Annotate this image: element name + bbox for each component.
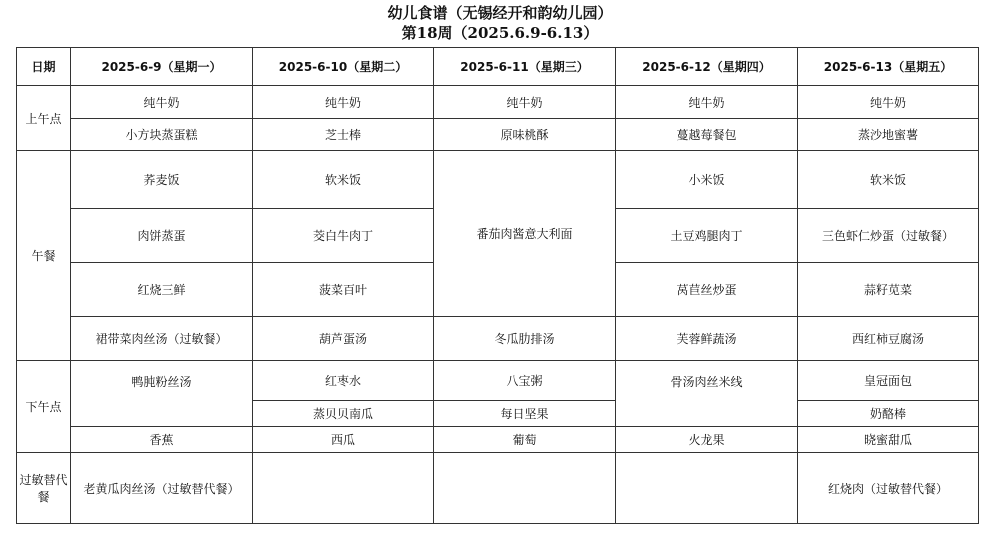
header-row: [17, 48, 979, 86]
page-subtitle: 第18周（2025.6.9-6.13）: [401, 24, 599, 42]
menu-cell: 蒸贝贝南瓜: [253, 401, 434, 427]
menu-cell: 小米饭: [616, 151, 798, 209]
allergy-row: [17, 453, 979, 524]
menu-cell: 鸭肫粉丝汤: [71, 361, 253, 427]
menu-cell: 原味桃酥: [434, 119, 616, 151]
menu-cell: 土豆鸡腿肉丁: [616, 209, 798, 263]
menu-cell: 蒜籽苋菜: [798, 263, 979, 317]
menu-cell: 荞麦饭: [71, 151, 253, 209]
menu-cell: 芝士棒: [253, 119, 434, 151]
lunch-label: 午餐: [17, 151, 71, 361]
menu-cell-empty: [616, 453, 798, 524]
day-header-fri: 2025-6-13（星期五）: [798, 48, 979, 86]
menu-table: [16, 47, 979, 524]
menu-cell: 纯牛奶: [616, 86, 798, 119]
menu-cell: 软米饭: [253, 151, 434, 209]
morning-row-2: [17, 119, 979, 151]
menu-cell: 皇冠面包: [798, 361, 979, 401]
menu-cell: 番茄肉酱意大利面: [434, 151, 616, 317]
day-header-mon: 2025-6-9（星期一）: [71, 48, 253, 86]
menu-cell: 西红柿豆腐汤: [798, 317, 979, 361]
menu-cell: 奶酪棒: [798, 401, 979, 427]
lunch-row-1: [17, 151, 979, 209]
menu-cell: 红烧三鲜: [71, 263, 253, 317]
menu-cell: 蔓越莓餐包: [616, 119, 798, 151]
menu-cell: 三色虾仁炒蛋（过敏餐）: [798, 209, 979, 263]
menu-cell: 西瓜: [253, 427, 434, 453]
menu-cell: 纯牛奶: [434, 86, 616, 119]
afternoon-row-3: [17, 427, 979, 453]
day-header-tue: 2025-6-10（星期二）: [253, 48, 434, 86]
menu-cell: 八宝粥: [434, 361, 616, 401]
morning-label: 上午点: [17, 86, 71, 151]
menu-cell: 茭白牛肉丁: [253, 209, 434, 263]
menu-cell: 裙带菜肉丝汤（过敏餐）: [71, 317, 253, 361]
lunch-row-4: [17, 317, 979, 361]
date-header: 日期: [17, 48, 71, 86]
menu-cell: 纯牛奶: [798, 86, 979, 119]
menu-cell: 冬瓜肋排汤: [434, 317, 616, 361]
menu-cell: 葫芦蛋汤: [253, 317, 434, 361]
menu-cell: 葡萄: [434, 427, 616, 453]
menu-cell: 肉饼蒸蛋: [71, 209, 253, 263]
menu-cell: 红枣水: [253, 361, 434, 401]
menu-cell: 菠菜百叶: [253, 263, 434, 317]
afternoon-row-1: [17, 361, 979, 401]
menu-cell: 蒸沙地蜜薯: [798, 119, 979, 151]
menu-cell: 红烧肉（过敏替代餐）: [798, 453, 979, 524]
menu-cell: 芙蓉鲜蔬汤: [616, 317, 798, 361]
menu-cell: 软米饭: [798, 151, 979, 209]
menu-cell: 香蕉: [71, 427, 253, 453]
menu-cell-empty: [434, 453, 616, 524]
afternoon-label: 下午点: [17, 361, 71, 453]
menu-cell: 火龙果: [616, 427, 798, 453]
day-header-thu: 2025-6-12（星期四）: [616, 48, 798, 86]
menu-cell: 莴苣丝炒蛋: [616, 263, 798, 317]
day-header-wed: 2025-6-11（星期三）: [434, 48, 616, 86]
menu-cell: 每日坚果: [434, 401, 616, 427]
allergy-label: 过敏替代餐: [17, 453, 71, 524]
menu-cell-empty: [253, 453, 434, 524]
menu-cell: 老黄瓜肉丝汤（过敏替代餐）: [71, 453, 253, 524]
morning-row-1: [17, 86, 979, 119]
menu-cell: 骨汤肉丝米线: [616, 361, 798, 427]
menu-cell: 纯牛奶: [71, 86, 253, 119]
menu-cell: 晓蜜甜瓜: [798, 427, 979, 453]
page-title: 幼儿食谱（无锡经开和韵幼儿园）: [387, 4, 613, 22]
menu-cell: 纯牛奶: [253, 86, 434, 119]
menu-cell: 小方块蒸蛋糕: [71, 119, 253, 151]
